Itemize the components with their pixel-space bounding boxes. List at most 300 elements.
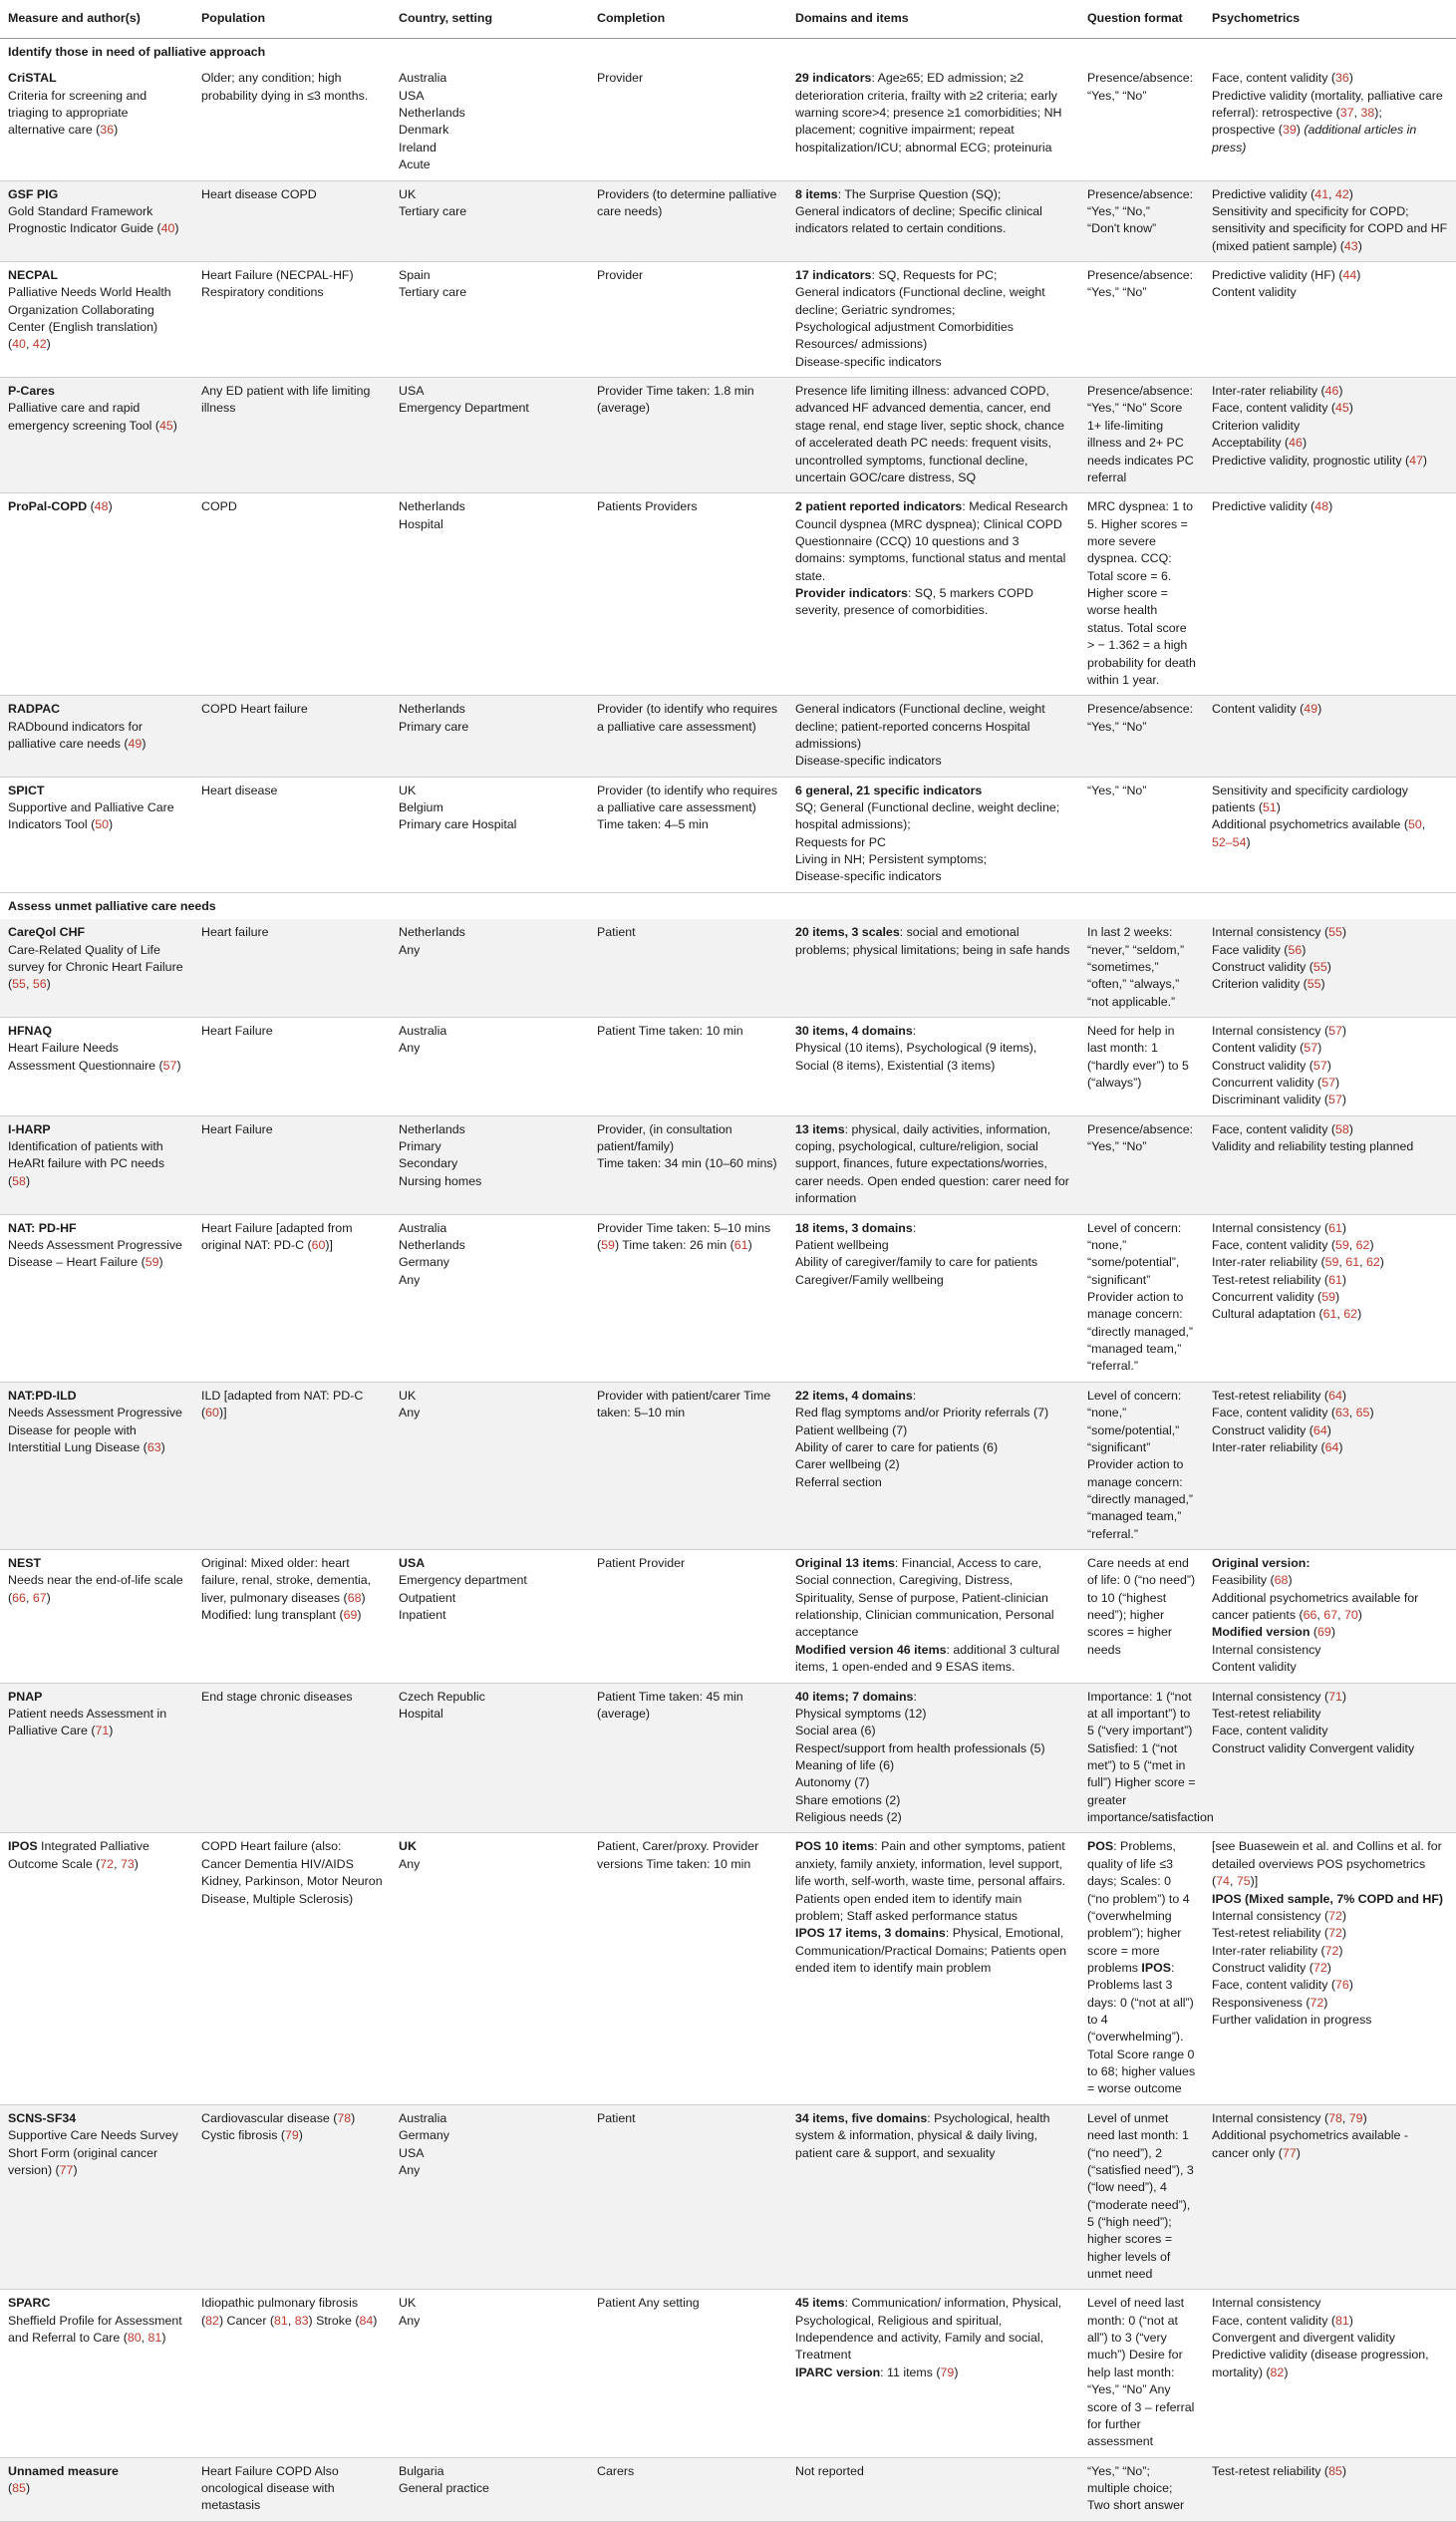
measure-name: SPARC [8,2296,51,2311]
cell-text: Supportive and Palliative Care Indicators Tool ( [8,800,174,832]
cell-country-setting [391,777,589,892]
cell-line [399,2313,581,2330]
cell-line [1212,1075,1448,1092]
cell-line [795,1121,1071,1208]
reference-number: 57 [1312,1058,1327,1073]
cell-line [399,783,581,799]
cell-text: ) [1246,834,1251,849]
cell-text: ) [1320,977,1325,992]
cell-country-setting [391,1683,589,1833]
cell-population [193,1382,391,1549]
cell-text: ( [8,337,13,352]
cell-population [193,2104,391,2290]
cell-completion [589,1683,787,1833]
cell-line [201,2463,383,2515]
cell-text: , [25,1590,33,1605]
cell-text: , [1341,2110,1349,2125]
cell-line [8,203,185,238]
cell-text: Spain [399,267,431,282]
cell-text: Primary [399,1139,441,1154]
reference-number: 57 [1328,1023,1342,1038]
cell-text: “Yes,” “No” [1087,285,1147,300]
cell-text: Hospital [399,516,443,531]
cell-psychometrics [1204,1683,1456,1833]
cell-text: : Psychological, health system & information, physical & daily living, patient care & support, and sexuality [795,2110,1050,2160]
cell-text: ) [1276,800,1281,815]
reference-number: 60 [205,1406,219,1420]
cell-text: Presence/absence: [1087,267,1194,282]
cell-text: Validity and reliability testing planned [1212,1139,1414,1154]
cell-text: Internal consistency ( [1212,1220,1329,1235]
cell-text: : Communication/ information, Physical, Psychological, Religious and spiritual, Independence and activity, Family and social, Treatment [795,2296,1062,2363]
reference-number: 40 [160,221,175,236]
cell-text: Australia [399,1023,447,1038]
cell-text: Germany [399,1255,449,1270]
cell-text: ) [1326,1960,1331,1975]
cell-line [399,140,581,157]
cell-line [201,1388,383,1422]
section-title: Identify those in need of palliative approach [8,45,266,59]
cell-text: Patient Provider [597,1556,686,1571]
cell-text: ) [1341,1220,1347,1235]
cell-text: Referral section [795,1474,882,1489]
measure-name: P-Cares [8,384,55,399]
cell-text: End stage chronic diseases [201,1689,353,1704]
cell-line [795,1040,1071,1075]
cell-text: Content validity ( [1212,702,1305,717]
reference-number: 37 [1339,106,1354,121]
cell-line [8,1023,185,1040]
cell-text: Inpatient [399,1608,446,1623]
cell-measure [0,65,193,180]
cell-domains-items [787,1115,1079,1214]
cell-text: Social area (6) [795,1724,876,1738]
cell-line [1212,1740,1448,1757]
cell-line [1087,701,1196,718]
cell-text: ) Stroke ( [308,2313,360,2328]
cell-question-format [1079,1683,1214,1833]
cell-question-format [1079,777,1204,892]
cell-text: Presence/absence: [1087,1121,1194,1136]
cell-domains-items [787,2104,1079,2290]
cell-text: Heart disease [201,783,278,797]
reference-number: 41 [1314,186,1329,201]
cell-text: ) [114,123,119,138]
cell-text: : Problems last 3 days: 0 (“not at all”) to 4 (“overwhelming”). Total Score range 0 to 68; higher values = worse outcome [1087,1960,1196,2096]
cell-line [1212,1706,1448,1723]
cell-line [795,1706,1071,1723]
cell-psychometrics [1204,2457,1456,2521]
table-body [0,39,1456,2522]
cell-line [1212,400,1448,417]
cell-line [1087,498,1196,689]
cell-text: Provider [597,267,644,282]
cell-line [795,799,1071,834]
cell-line [1087,2463,1196,2515]
cell-line [399,2145,581,2162]
cell-text: Sheffield Profile for Assessment and Referral to Care ( [8,2313,182,2346]
reference-number: 71 [1328,1689,1342,1704]
cell-text: Convergent and divergent validity [1212,2331,1395,2346]
cell-text: ) [73,2162,78,2177]
cell-text: Patient Any setting [597,2296,700,2311]
cell-line [1087,400,1196,486]
cell-text: ) [1357,1608,1362,1623]
cell-line [399,701,581,718]
reference-number: 70 [1343,1608,1358,1623]
cell-line [399,1405,581,1421]
cell-text: Predictive validity ( [1212,499,1315,514]
header-psychometrics: Psychometrics [1204,0,1456,39]
cell-line [1087,383,1196,400]
reference-number: 59 [601,1237,615,1252]
cell-text: Physical symptoms (12) [795,1706,927,1721]
cell-text: Heart failure [201,925,269,940]
reference-number: 82 [1270,2364,1285,2379]
cell-line [597,186,779,221]
cell-text: Provider Time taken: 5–10 mins ( [597,1220,771,1252]
cell-line [399,105,581,122]
cell-text: Care-Related Quality of Life survey for Chronic Heart Failure ( [8,942,183,992]
reference-number: 72 [1312,1960,1327,1975]
cell-line [399,88,581,105]
cell-text: ) [109,817,114,832]
cell-text: Any [399,1272,421,1287]
cell-line [1212,498,1448,515]
cell-line [1087,88,1196,105]
cell-text: ) [1348,1121,1353,1136]
cell-text: ) [1302,942,1307,957]
cell-text: (additional articles in press) [1212,123,1417,155]
cell-text: USA [399,88,425,103]
cell-text: : 11 items ( [880,2364,941,2379]
cell-line [399,516,581,533]
cell-text: ) [747,1237,752,1252]
reference-number: 63 [146,1439,161,1454]
cell-line [1212,1908,1448,1925]
cell-question-format [1079,2290,1204,2457]
reference-number: 42 [32,337,47,352]
cell-line [399,1237,581,1254]
measure-name: RADPAC [8,702,61,717]
cell-text: ) [25,1173,31,1188]
cell-line [1212,1040,1448,1057]
cell-text: Denmark [399,123,449,138]
cell-question-format [1079,1115,1204,1214]
cell-text: , [1338,1255,1346,1270]
cell-text: ) [1341,1272,1346,1287]
cell-line [399,2480,581,2497]
cell-text: ) [1326,1422,1331,1437]
cell-text: , [1348,1406,1356,1420]
cell-line [1212,1838,1448,1890]
cell-psychometrics [1204,2290,1456,2457]
cell-line [8,799,185,834]
cell-line [399,1138,581,1155]
table-row [0,261,1456,377]
cell-population [193,1115,391,1214]
header-question-format: Question format [1079,0,1204,39]
cell-line [399,2162,581,2179]
measure-name: IPOS [8,1839,38,1854]
cell-text: ) Cancer ( [218,2313,275,2328]
cell-text: ) [1296,123,1305,138]
cell-text: ) [176,1058,181,1073]
cell-text: ) [1296,2145,1301,2160]
cell-line [1212,88,1448,157]
cell-line [1087,1220,1196,1376]
cell-line [1212,1555,1448,1572]
cell-text: : The Surprise Question (SQ); [837,186,1002,201]
cell-text: Patient, Carer/proxy. Provider versions Time taken: 10 min [597,1839,759,1871]
cell-text: Heart Failure [201,1023,273,1038]
cell-text: ) [1338,384,1343,399]
cell-line [8,383,185,400]
cell-text: ) [1369,1406,1374,1420]
cell-text: Original version: [1212,1556,1310,1571]
cell-text: Test-retest reliability ( [1212,2463,1329,2478]
reference-number: 79 [1348,2110,1363,2125]
reference-number: 77 [1282,2145,1297,2160]
cell-completion [589,777,787,892]
cell-text: Presence/absence: [1087,71,1194,86]
reference-number: 59 [145,1255,159,1270]
cell-line [795,1555,1071,1642]
reference-number: 55 [12,977,26,992]
header-completion: Completion [589,0,787,39]
table-row [0,1214,1456,1382]
cell-question-format [1079,1550,1204,1684]
cell-line [597,383,779,418]
cell-text: Inter-rater reliability ( [1212,384,1325,399]
cell-line [795,2295,1071,2364]
cell-text: ) [1338,1439,1343,1454]
cell-line [8,284,185,336]
cell-line [1212,284,1448,301]
cell-text: ) [142,736,146,751]
reference-number: 75 [1236,1874,1251,1889]
cell-line [399,157,581,173]
cell-completion [589,65,787,180]
cell-domains-items [787,1382,1079,1549]
cell-text: ) [134,1856,139,1871]
cell-psychometrics [1204,1214,1456,1382]
reference-number: 71 [95,1724,110,1738]
cell-line [795,585,1071,620]
cell-text: ) [351,2110,356,2125]
reference-number: 57 [1328,1093,1342,1107]
cell-psychometrics [1204,1115,1456,1214]
cell-measure [0,1382,193,1549]
cell-text: Face, content validity ( [1212,2313,1335,2328]
reference-number: 69 [343,1608,358,1623]
cell-text: Any [399,1041,421,1056]
cell-text: , [1348,1237,1356,1252]
cell-text: ) [46,977,51,992]
cell-line [399,924,581,941]
cell-text: 22 items, 4 domains [795,1388,913,1403]
reference-number: 72 [1328,1908,1342,1923]
cell-line [795,1474,1071,1491]
cell-text: Heart Failure [adapted from original NAT: PD-C ( [201,1220,353,1252]
cell-line [399,122,581,139]
cell-text: 40 items; 7 domains [795,1689,914,1704]
table-row [0,696,1456,777]
cell-line [795,1642,1071,1677]
cell-text: Further validation in progress [1212,2013,1372,2028]
cell-line [1212,2347,1448,2381]
cell-text: SQ; General (Functional decline, weight decline; hospital admissions); [795,800,1060,832]
cell-text: Test-retest reliability ( [1212,1388,1329,1403]
cell-text: : Age≥65; ED admission; ≥2 deterioration criteria, frailty with ≥2 criteria; early warning score>4; presence ≥1 comorbidities; NH placement; cognitive impairment; repeat hospitalization/ICU; abnormal ECG; proteinuria [795,71,1062,155]
reference-number: 52–54 [1212,834,1247,849]
cell-line [795,834,1071,851]
cell-text: Predictive validity ( [1212,186,1315,201]
cell-line [795,701,1071,753]
cell-text: “Yes,” “No” [1087,719,1147,734]
cell-text: ) [1348,71,1353,86]
cell-question-format [1079,378,1204,493]
cell-line [597,783,779,834]
cell-text: USA [399,2145,425,2160]
cell-psychometrics [1204,65,1456,180]
cell-population [193,180,391,261]
cell-line [8,2480,185,2497]
cell-line [1212,816,1448,851]
cell-text: ) [108,499,113,514]
cell-text: General indicators (Functional decline, weight decline; patient-reported concerns Hospital admissions) [795,702,1045,751]
cell-text: “Yes,” “No” [1087,783,1147,797]
cell-line [201,2127,383,2144]
cell-text: Original: Mixed older: heart failure, renal, stroke, dementia, liver, pulmonary diseases ( [201,1556,372,1605]
reference-number: 42 [1334,186,1349,201]
cell-line [795,267,1071,284]
table-row [0,1833,1456,2104]
measure-name: ProPal-COPD [8,499,88,514]
cell-line [1087,70,1196,87]
cell-text: Patient wellbeing (7) [795,1422,908,1437]
cell-line [795,1422,1071,1439]
cell-text: Level of concern: “none,” “some/potential,” “significant” Provider action to manage concern: “directly managed,” “managed team,” “referral.” [1087,1388,1194,1541]
cell-line [597,1121,779,1156]
cell-line [1212,1272,1448,1289]
cell-question-format [1079,261,1204,377]
cell-line [1212,1254,1448,1271]
cell-line [201,284,383,301]
cell-question-format [1079,180,1204,261]
cell-population [193,1214,391,1382]
cell-line [795,1891,1071,1926]
cell-text: COPD [201,499,237,514]
reference-number: 56 [32,977,47,992]
cell-line [399,1254,581,1271]
cell-measure [0,696,193,777]
cell-completion [589,1214,787,1382]
cell-line [399,2295,581,2312]
reference-number: 49 [1304,702,1318,717]
cell-country-setting [391,180,589,261]
cell-text: : Financial, Access to care, Social connection, Caregiving, Distress, Spirituality, Sense of purpose, Patient-clinician relationship, Clinician communication, Personal acceptance [795,1556,1054,1640]
cell-line [1212,1237,1448,1254]
cell-text: COPD Heart failure (also: Cancer Dementia HIV/AIDS Kidney, Parkinson, Motor Neuron Disease, Multiple Sclerosis) [201,1839,383,1906]
cell-line [1212,435,1448,452]
cell-text: ) [1326,959,1331,974]
reference-number: 61 [1328,1220,1342,1235]
reference-number: 66 [12,1590,26,1605]
cell-line [1087,2295,1196,2450]
cell-psychometrics [1204,919,1456,1017]
cell-text: 6 general, 21 specific indicators [795,783,983,797]
cell-line [1087,924,1196,1011]
cell-text: : [912,1023,917,1038]
cell-line [8,1220,185,1237]
cell-text: Any [399,942,421,957]
cell-text: Ireland [399,140,437,155]
cell-line [1212,1388,1448,1405]
cell-text: Level of concern: “none,” “some/potential”, “significant” Provider action to manage concern: “directly managed,” “managed team,” “referral.” [1087,1220,1194,1374]
reference-number: 85 [12,2481,26,2495]
cell-text: Construct validity ( [1212,959,1313,974]
cell-text: ) [1348,401,1353,416]
reference-number: 49 [128,736,143,751]
cell-text: Internal consistency ( [1212,1689,1329,1704]
cell-question-format [1079,65,1204,180]
cell-text: : additional 3 cultural items, 1 open-ended and 9 ESAS items. [795,1642,1060,1675]
reference-number: 57 [1304,1041,1318,1056]
cell-line [795,186,1071,203]
cell-psychometrics [1204,261,1456,377]
cell-text: Construct validity Convergent validity [1212,1740,1415,1755]
cell-text: POS [1087,1839,1114,1854]
cell-measure [0,1833,193,2104]
cell-text: Supportive Care Needs Survey Short Form (original cancer version) ( [8,2128,178,2177]
cell-text: ) [1326,1058,1331,1073]
cell-line [795,783,1071,799]
cell-text: ) [109,1724,114,1738]
cell-line [795,319,1071,354]
reference-number: 64 [1312,1422,1327,1437]
cell-text: ) [46,1590,51,1605]
cell-question-format [1079,2457,1204,2521]
cell-line [399,1040,581,1057]
cell-text: Test-retest reliability [1212,1706,1321,1721]
cell-line [1087,1023,1196,1092]
cell-question-format [1079,696,1204,777]
cell-text: ) [174,221,179,236]
cell-line [795,2463,1071,2480]
cell-text: USA [399,1556,426,1571]
cell-text: Needs near the end-of-life scale ( [8,1573,183,1605]
cell-completion [589,493,787,696]
cell-population [193,696,391,777]
cell-line [399,1706,581,1723]
cell-measure [0,1214,193,1382]
cell-text: ) [1357,238,1362,253]
cell-measure [0,378,193,493]
cell-text: Acute [399,158,431,172]
cell-line [8,1555,185,1572]
cell-text: Heart Failure [201,1121,273,1136]
cell-text: General indicators of decline; Specific clinical indicators related to certain conditions. [795,203,1042,236]
cell-line [1212,1925,1448,1942]
cell-population [193,493,391,696]
cell-text: Netherlands [399,1121,465,1136]
cell-line [795,1237,1071,1254]
cell-text: Provider (to identify who requires a palliative care assessment) [597,702,778,734]
cell-line [1212,1943,1448,1960]
cell-text: Sensitivity and specificity for COPD; sensitivity and specificity for COPD and HF (mixed patient sample) ( [1212,203,1448,253]
table-row [0,378,1456,493]
